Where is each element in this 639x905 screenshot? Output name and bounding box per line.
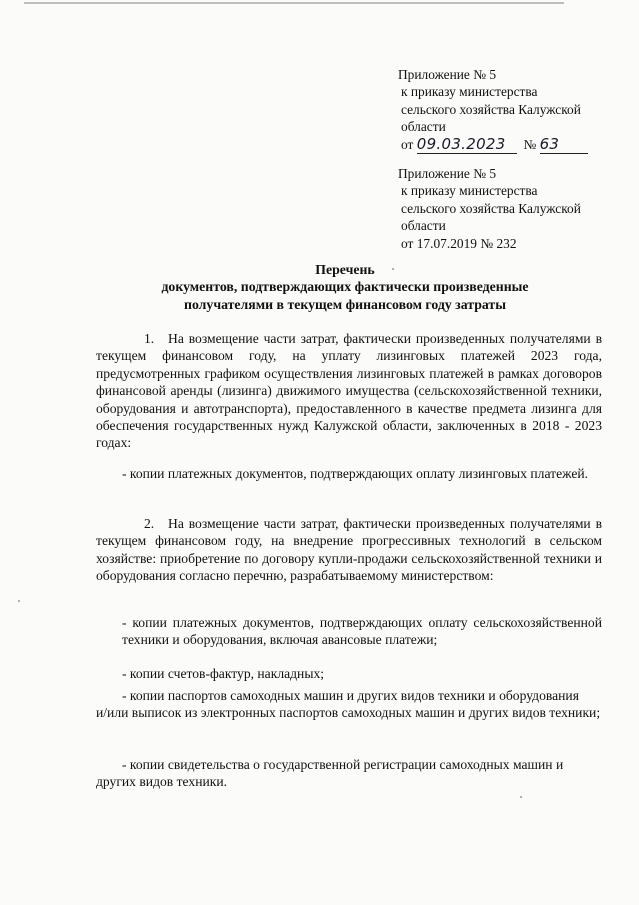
bullet-text: - копии счетов-фактур, накладных;: [122, 666, 325, 681]
appendix-line: Приложение № 5: [398, 67, 497, 82]
scan-speck: [392, 268, 394, 270]
bullet-text: - копии свидетельства о государственной регистрации самоходных машин и: [122, 757, 564, 772]
handwritten-number-field: [540, 136, 588, 154]
bullet-continuation: и/или выписок из электронных паспортов самоходных машин и других видов техники;: [96, 705, 601, 721]
section-2-bullet-invoices: [122, 665, 602, 682]
appendix-line: от 17.07.2019 № 232: [401, 235, 517, 251]
section-2-bullet-passports: [96, 687, 602, 722]
section-2-bullet-payments: [122, 614, 602, 649]
title-line-3: получателями в текущем финансовом году затраты: [184, 296, 506, 312]
title-line-1: Перечень: [315, 262, 375, 277]
appendix-line: области: [401, 119, 446, 135]
scan-speck: [520, 796, 522, 798]
section-1-paragraph: [96, 330, 602, 452]
appendix-line: к приказу министерства: [401, 183, 538, 199]
bullet-text: - копии платежных документов, подтверждающих оплату лизинговых платежей.: [122, 466, 589, 481]
section-2-text: На возмещение части затрат, фактически произведенных получателями в текущем финансовом году, на внедрение прогрессивных технологий в сельском хозяйстве: приобретение по договору купли-продажи сельскохозяйственной техники и оборудования согласно перечню, разрабатываемому министерством:: [96, 516, 602, 584]
bullet-text: - копии паспортов самоходных машин и других видов техники и оборудования: [122, 688, 579, 703]
appendix-line: сельского хозяйства Калужской: [401, 200, 581, 216]
document-title: [95, 261, 595, 313]
scan-speck: [18, 600, 20, 602]
section-2-bullet-registration: [96, 756, 602, 791]
bullet-text: - копии платежных документов, подтверждающих оплату сельскохозяйственной техники и оборудования, включая авансовые платежи;: [122, 615, 602, 648]
appendix-header-old: [398, 165, 613, 252]
appendix-header-new: [398, 66, 613, 154]
number-prefix: №: [523, 136, 537, 152]
bullet-continuation: других видов техники.: [96, 774, 228, 790]
date-prefix: от: [401, 136, 414, 152]
section-2-number: 2.: [144, 516, 155, 531]
appendix-date-line: [398, 136, 613, 154]
handwritten-date-field: [417, 136, 517, 154]
appendix-line: Приложение № 5: [398, 166, 497, 181]
section-2-paragraph: [96, 515, 602, 585]
section-1-text: На возмещение части затрат, фактически произведенных получателями в текущем финансовом году, на уплату лизинговых платежей 2023 года, предусмотренных графиком осуществления лизинговых платежей в рамках договоров финансовой аренды (лизинга) движимого имущества (сельскохозяйственной техники, оборудования и автотранспорта), предоставленного в качестве предмета лизинга для обеспечения государственных нужд Калужской области, заключенных в 2018 - 2023 годах:: [96, 331, 602, 451]
title-line-2: документов, подтверждающих фактически произведенные: [161, 279, 529, 295]
appendix-line: сельского хозяйства Калужской: [401, 101, 581, 117]
handwritten-date: 09.03.2023: [416, 134, 506, 153]
section-1-number: 1.: [144, 331, 155, 346]
appendix-line: области: [401, 218, 446, 234]
section-1-bullet: [122, 465, 602, 482]
handwritten-number: 63: [539, 134, 560, 153]
appendix-line: к приказу министерства: [401, 84, 538, 100]
scan-edge-line: [24, 2, 564, 4]
